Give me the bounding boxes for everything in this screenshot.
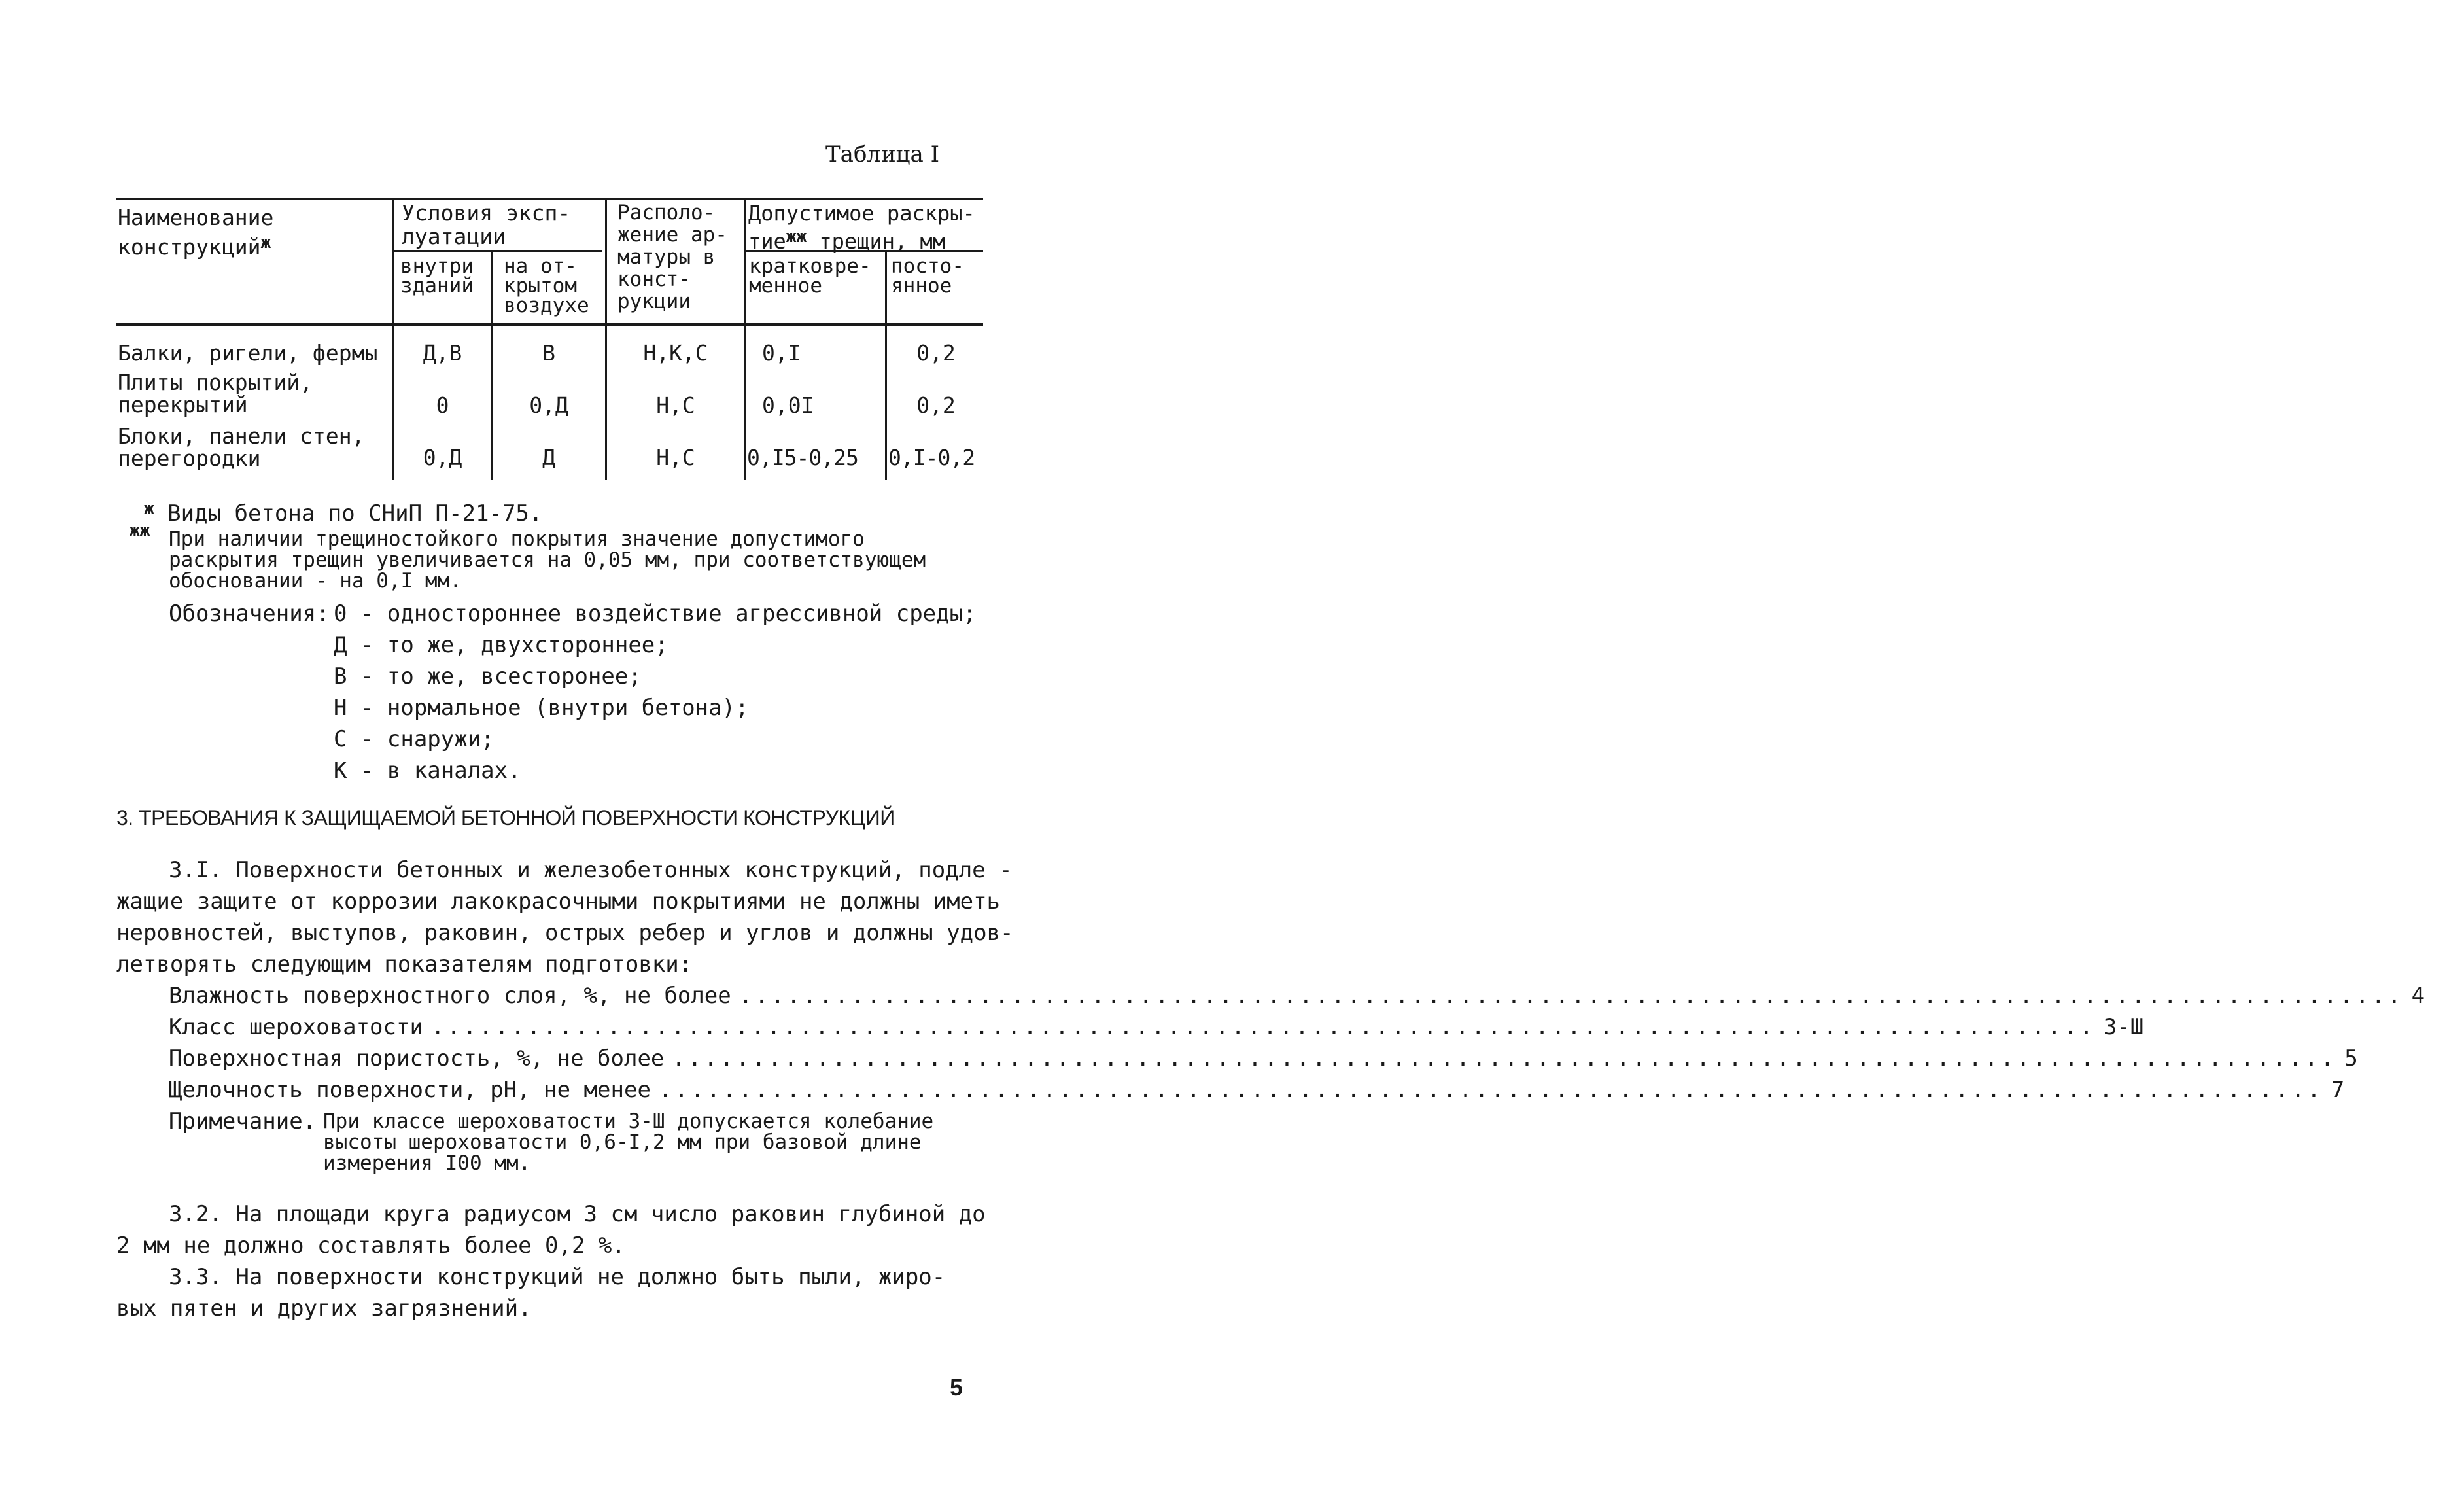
p31-line-2: жащие защите от коррозии лакокрасочными покрытиями не должны иметь xyxy=(116,888,1001,915)
requirement-row: Поверхностная пористость, %, не более ........................................................................................................ 5 xyxy=(169,1045,2358,1072)
note-line-3: измерения I00 мм. xyxy=(323,1151,531,1175)
row-perm: 0,2 xyxy=(916,393,956,418)
conditions-subrule xyxy=(392,250,602,252)
header-conditions: Условия эксп- луатации xyxy=(402,200,571,249)
row-inside: Д,В xyxy=(423,340,462,366)
page-number: 5 xyxy=(950,1374,963,1401)
row-inside: 0,Д xyxy=(423,445,462,470)
p32-line-2: 2 мм не должно составлять более 0,2 %. xyxy=(116,1233,625,1259)
legend-item: Н - нормальное (внутри бетона); xyxy=(334,695,749,721)
footnote-2-line-2: раскрытия трещин увеличивается на 0,05 мм, при соответствующем xyxy=(169,548,926,572)
row-name: Блоки, панели стен, перегородки xyxy=(118,423,365,471)
header-outside: на от- крытом воздухе xyxy=(504,254,589,317)
requirement-row: Влажность поверхностного слоя, %, не более ........................................................................................................ 4 xyxy=(169,983,2425,1009)
legend-item: Д - то же, двухстороннее; xyxy=(334,632,668,658)
requirement-row: Щелочность поверхности, pH, не менее ........................................................................................................ 7 xyxy=(169,1077,2345,1103)
row-rebar: Н,С xyxy=(656,445,695,470)
row-outside: 0,Д xyxy=(529,393,568,418)
vrule-4 xyxy=(744,199,746,480)
footnote-1: $^ж$ Виды бетона по СНиП П-21-75. xyxy=(144,499,543,527)
vrule-1 xyxy=(392,199,394,480)
p31-line-4: летворять следующим показателям подготовки: xyxy=(116,951,693,977)
legend-item: К - в каналах. xyxy=(334,758,521,784)
header-inside: внутри зданий xyxy=(400,254,474,298)
row-perm: 0,2 xyxy=(916,340,956,366)
row-inside: 0 xyxy=(436,393,449,418)
note-label: Примечание. xyxy=(169,1108,317,1134)
p31-line-1: 3.I. Поверхности бетонных и железобетонных конструкций, подле - xyxy=(169,857,1013,883)
footnote-2-line-1: При наличии трещиностойкого покрытия значение допустимого xyxy=(169,527,865,551)
table-label: Таблица I xyxy=(825,141,940,167)
footnote-2-mark: жж xyxy=(130,521,150,540)
note-line-2: высоты шероховатости 0,6-I,2 мм при базовой длине xyxy=(323,1130,922,1154)
p32-line-1: 3.2. На площади круга радиусом 3 см число раковин глубиной до xyxy=(169,1201,986,1227)
footnote-2-line-3: обосновании - на 0,I мм. xyxy=(169,569,462,593)
header-crack-group: Допустимое раскры- тие$^{жж}$ трещин, мм xyxy=(748,201,975,254)
p31-line-3: неровностей, выступов, раковин, острых ребер и углов и должны удов- xyxy=(116,920,1014,946)
row-name: Балки, ригели, фермы xyxy=(118,340,378,366)
header-short-term: кратковре- менное xyxy=(749,254,871,298)
p33-line-2: вых пятен и других загрязнений. xyxy=(116,1295,532,1322)
note-line-1: При классе шероховатости 3-Ш допускается колебание xyxy=(323,1110,934,1133)
row-rebar: Н,С xyxy=(656,393,695,418)
footnote-mark: ж xyxy=(260,233,271,253)
p33-line-1: 3.3. На поверхности конструкций не должно быть пыли, жиро- xyxy=(169,1264,946,1290)
row-short: 0,0I xyxy=(762,393,814,418)
row-name: Плиты покрытий, перекрытий xyxy=(118,370,313,417)
row-outside: В xyxy=(542,340,555,366)
legend-label: Обозначения: xyxy=(169,601,330,627)
row-rebar: Н,К,С xyxy=(643,340,708,366)
row-short: 0,I5-0,25 xyxy=(747,445,858,470)
row-outside: Д xyxy=(542,445,555,470)
section-title: 3. ТРЕБОВАНИЯ К ЗАЩИЩАЕМОЙ БЕТОННОЙ ПОВЕРХНОСТИ КОНСТРУКЦИЙ xyxy=(116,806,895,830)
header-construction: Наименование конструкций$^ж$ xyxy=(118,205,274,260)
row-perm: 0,I-0,2 xyxy=(888,445,975,470)
vrule-3 xyxy=(605,199,607,480)
header-rebar: Располо- жение ар- матуры в конст- рукции xyxy=(617,201,727,313)
legend-item: 0 - одностороннее воздействие агрессивной среды; xyxy=(334,601,977,627)
legend-item: В - то же, всесторонее; xyxy=(334,663,642,690)
legend-item: С - снаружи; xyxy=(334,726,495,752)
footnote-mark-2: жж xyxy=(786,227,807,247)
requirement-row: Класс шероховатости ........................................................................................................ 3-Ш xyxy=(169,1014,2144,1040)
row-short: 0,I xyxy=(762,340,801,366)
header-permanent: посто- янное xyxy=(891,254,964,298)
table-header-rule xyxy=(116,323,983,326)
